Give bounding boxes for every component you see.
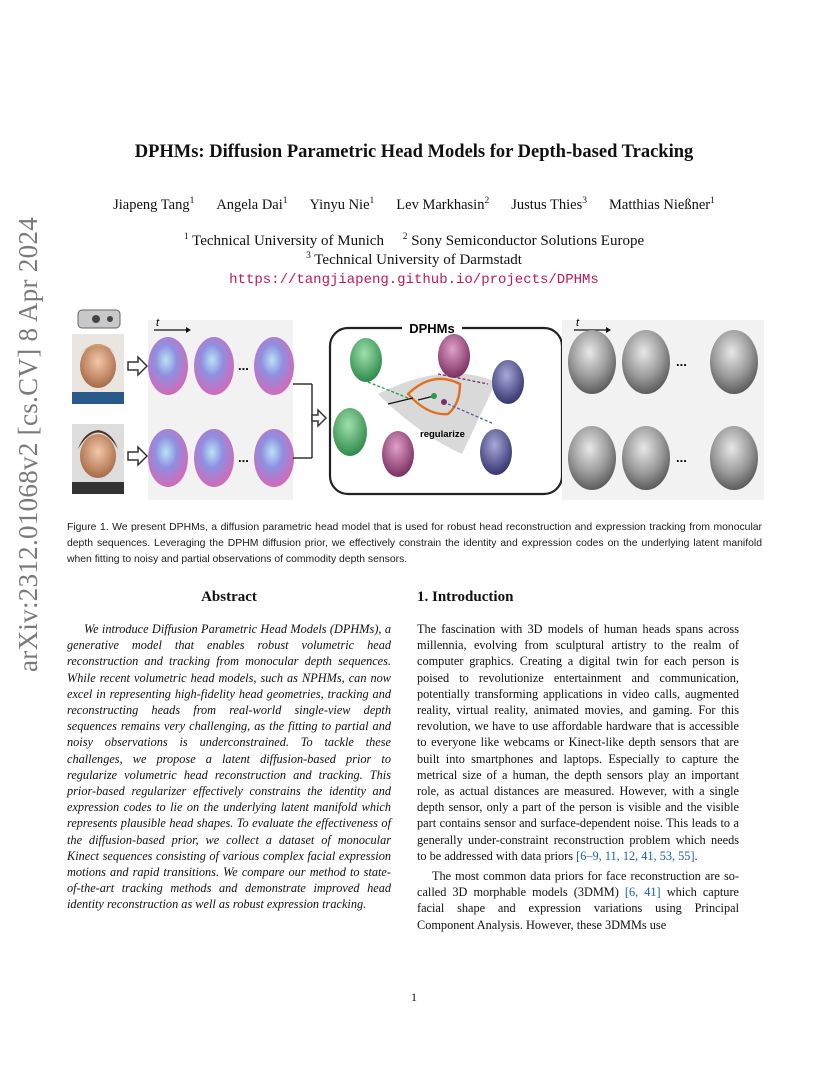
intro-paragraph-2: The most common data priors for face reconstruction are so-called 3D morphable models (3DMM) [6, 41] which capture facial shape and expression variations using Principal Component Analysis. However, these 3DMMs use — [417, 869, 740, 932]
citation-link[interactable]: [6–9, 11, 12, 41, 53, 55] — [576, 848, 695, 863]
abstract-text: We introduce Diffusion Parametric Head Models (DPHMs), a generative model that enables robust volumetric head reconstruction and tracking from monocular depth sequences. While recent volumetric head models, such as NPHMs, can now excel in representing high-fidelity head geometries, tracking and reconstructing heads from real-world single-view depth sequences remains very challenging, as the fitting to partial and noisy observations is underconstrained. To tackle these challenges, we propose a latent diffusion-based prior to regularize volumetric head reconstruction and tracking. This prior-based regularizer effectively constrains the identity and expression codes to lie on the underlying latent manifold which represents plausible head shapes. To evaluate the effectiveness of the diffusion-based prior, we collect a dataset of monocular Kinect sequences consisting of various complex facial expression motions and rapid transitions. We compare our method to state-of-the-art tracking methods and demonstrate improved head identity reconstruction as well as robust expression tracking. — [67, 622, 391, 912]
ellipsis: ... — [238, 358, 249, 373]
author: Lev Markhasin$^2$ — [396, 196, 490, 213]
regularize-label: regularize — [420, 429, 465, 440]
kinect-sensor-icon — [78, 310, 120, 328]
affiliations-line-1: $^1$ Technical University of Munich $^2$ Sony Semiconductor Solutions Europe — [183, 232, 645, 249]
paper-title: DPHMs: Diffusion Parametric Head Models for Depth-based Tracking — [134, 142, 694, 162]
arxiv-id: arXiv:2312.01068v2 [cs.CV] 8 Apr 2024 — [13, 216, 43, 672]
citation-link[interactable]: [6, 41] — [624, 885, 661, 900]
ellipsis: ... — [676, 450, 687, 465]
project-url[interactable]: https://tangjiapeng.github.io/projects/DPHMs — [229, 272, 599, 288]
figure-caption: Figure 1. We present DPHMs, a diffusion parametric head model that is used for robust head reconstruction and expression tracking from monocular depth sequences. Leveraging the DPHM diffusion prior, we effectively constrain the identity and expression codes on the underlying latent manifold when fitting to noisy and partial observations of commodity depth sensors. — [67, 522, 762, 565]
author: Yinyu Nie$^1$ — [309, 196, 375, 213]
page-number: 1 — [411, 990, 417, 1004]
input-photo-1 — [72, 334, 124, 404]
introduction-heading: 1. Introduction — [417, 589, 514, 605]
author: Justus Thies$^3$ — [511, 196, 588, 213]
author: Angela Dai$^1$ — [216, 196, 288, 213]
affiliations-line-2: $^3$ Technical University of Darmstadt — [306, 251, 522, 268]
arrow-icon — [312, 410, 326, 426]
intro-paragraph-1: The fascination with 3D models of human heads spans across millennia, evolving from sculptural artistry to the realm of computer graphics. Creating a digital twin for each person is poised to revolutionize entertainment and communication, potentially transforming applications in video calls, augmented reality, virtual reality, animated movies, and gaming. For this revolution, we have to use affordable hardware that is accessible to everyone like webcams or Kinect-like depth sensors that are built into smartphones and laptops. Especially to capture the metrical size of a human, the depth sensors play an important role, as actual distances are measured. However, with a single depth sensor, only a part of the person is visible and the visible part contains sensor and surface-dependent noise. This leads to a generally under-constraint reconstruction problem which needs to be addressed with data priors [6–9, 11, 12, 41, 53, 55]. — [417, 622, 739, 863]
abstract-heading: Abstract — [201, 589, 257, 605]
input-photo-2 — [72, 424, 124, 494]
introduction-section — [417, 589, 739, 933]
arrow-icon — [128, 357, 147, 465]
ellipsis: ... — [238, 450, 249, 465]
author-list — [0, 196, 828, 214]
abstract-section — [67, 589, 391, 913]
teaser-figure — [68, 304, 764, 500]
author: Matthias Nießner$^1$ — [609, 196, 715, 213]
time-label: t — [576, 317, 580, 329]
time-label: t — [156, 317, 160, 329]
dphms-label: DPHMs — [409, 321, 455, 336]
ellipsis: ... — [676, 354, 687, 369]
author: Jiapeng Tang$^1$ — [113, 196, 195, 213]
